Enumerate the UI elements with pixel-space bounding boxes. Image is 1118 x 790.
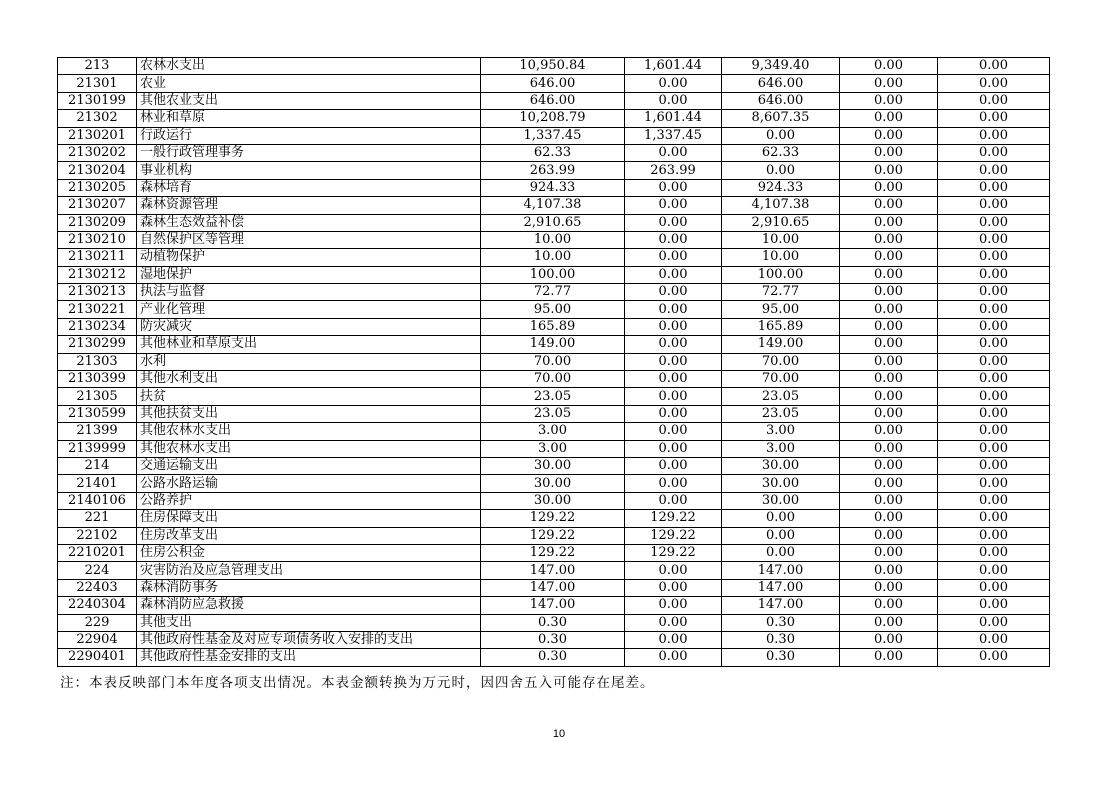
total-cell: 3.00 xyxy=(481,423,625,440)
project-expenditure-cell: 30.00 xyxy=(722,475,840,492)
other-expenditure-cell-1: 0.00 xyxy=(840,127,938,144)
basic-expenditure-cell: 0.00 xyxy=(625,318,722,335)
other-expenditure-cell-1: 0.00 xyxy=(840,371,938,388)
total-cell: 129.22 xyxy=(481,510,625,527)
project-expenditure-cell: 149.00 xyxy=(722,336,840,353)
other-expenditure-cell-1: 0.00 xyxy=(840,214,938,231)
other-expenditure-cell-2: 0.00 xyxy=(938,544,1050,561)
subject-name-cell: 其他政府性基金安排的支出 xyxy=(137,649,481,666)
project-expenditure-cell: 3.00 xyxy=(722,440,840,457)
total-cell: 2,910.65 xyxy=(481,214,625,231)
other-expenditure-cell-2: 0.00 xyxy=(938,388,1050,405)
other-expenditure-cell-2: 0.00 xyxy=(938,492,1050,509)
project-expenditure-cell: 23.05 xyxy=(722,388,840,405)
other-expenditure-cell-2: 0.00 xyxy=(938,75,1050,92)
project-expenditure-cell: 646.00 xyxy=(722,75,840,92)
other-expenditure-cell-2: 0.00 xyxy=(938,110,1050,127)
subject-code-cell: 2130210 xyxy=(58,231,137,248)
subject-code-cell: 21399 xyxy=(58,423,137,440)
other-expenditure-cell-2: 0.00 xyxy=(938,457,1050,474)
subject-name-cell: 农林水支出 xyxy=(137,58,481,75)
basic-expenditure-cell: 0.00 xyxy=(625,457,722,474)
basic-expenditure-cell: 0.00 xyxy=(625,475,722,492)
subject-code-cell: 2240304 xyxy=(58,597,137,614)
project-expenditure-cell: 0.00 xyxy=(722,162,840,179)
subject-name-cell: 森林消防应急救援 xyxy=(137,597,481,614)
other-expenditure-cell-1: 0.00 xyxy=(840,492,938,509)
other-expenditure-cell-2: 0.00 xyxy=(938,597,1050,614)
other-expenditure-cell-1: 0.00 xyxy=(840,144,938,161)
subject-name-cell: 执法与监督 xyxy=(137,284,481,301)
subject-code-cell: 21303 xyxy=(58,353,137,370)
basic-expenditure-cell: 0.00 xyxy=(625,631,722,648)
other-expenditure-cell-1: 0.00 xyxy=(840,579,938,596)
basic-expenditure-cell: 0.00 xyxy=(625,336,722,353)
project-expenditure-cell: 70.00 xyxy=(722,353,840,370)
subject-name-cell: 公路水路运输 xyxy=(137,475,481,492)
expenditure-table xyxy=(57,57,1050,667)
subject-code-cell: 221 xyxy=(58,510,137,527)
basic-expenditure-cell: 0.00 xyxy=(625,579,722,596)
other-expenditure-cell-2: 0.00 xyxy=(938,371,1050,388)
subject-name-cell: 其他支出 xyxy=(137,614,481,631)
other-expenditure-cell-1: 0.00 xyxy=(840,631,938,648)
subject-name-cell: 其他政府性基金及对应专项债务收入安排的支出 xyxy=(137,631,481,648)
project-expenditure-cell: 70.00 xyxy=(722,371,840,388)
total-cell: 30.00 xyxy=(481,457,625,474)
table-row xyxy=(58,249,1050,266)
subject-name-cell: 事业机构 xyxy=(137,162,481,179)
project-expenditure-cell: 10.00 xyxy=(722,231,840,248)
other-expenditure-cell-1: 0.00 xyxy=(840,614,938,631)
table-row xyxy=(58,475,1050,492)
total-cell: 70.00 xyxy=(481,353,625,370)
project-expenditure-cell: 0.00 xyxy=(722,527,840,544)
table-row xyxy=(58,318,1050,335)
subject-name-cell: 一般行政管理事务 xyxy=(137,144,481,161)
subject-code-cell: 2130234 xyxy=(58,318,137,335)
total-cell: 72.77 xyxy=(481,284,625,301)
other-expenditure-cell-1: 0.00 xyxy=(840,649,938,666)
subject-code-cell: 2140106 xyxy=(58,492,137,509)
table-row xyxy=(58,510,1050,527)
total-cell: 23.05 xyxy=(481,388,625,405)
subject-code-cell: 22904 xyxy=(58,631,137,648)
subject-code-cell: 21302 xyxy=(58,110,137,127)
basic-expenditure-cell: 0.00 xyxy=(625,266,722,283)
total-cell: 30.00 xyxy=(481,492,625,509)
total-cell: 129.22 xyxy=(481,544,625,561)
other-expenditure-cell-2: 0.00 xyxy=(938,475,1050,492)
other-expenditure-cell-1: 0.00 xyxy=(840,284,938,301)
table-row xyxy=(58,284,1050,301)
table-row xyxy=(58,231,1050,248)
other-expenditure-cell-1: 0.00 xyxy=(840,544,938,561)
subject-code-cell: 2130221 xyxy=(58,301,137,318)
basic-expenditure-cell: 1,601.44 xyxy=(625,110,722,127)
other-expenditure-cell-1: 0.00 xyxy=(840,510,938,527)
subject-code-cell: 2210201 xyxy=(58,544,137,561)
basic-expenditure-cell: 0.00 xyxy=(625,231,722,248)
subject-name-cell: 森林资源管理 xyxy=(137,197,481,214)
subject-name-cell: 灾害防治及应急管理支出 xyxy=(137,562,481,579)
other-expenditure-cell-1: 0.00 xyxy=(840,110,938,127)
other-expenditure-cell-1: 0.00 xyxy=(840,58,938,75)
table-row xyxy=(58,405,1050,422)
total-cell: 0.30 xyxy=(481,631,625,648)
subject-code-cell: 2130299 xyxy=(58,336,137,353)
total-cell: 129.22 xyxy=(481,527,625,544)
subject-name-cell: 行政运行 xyxy=(137,127,481,144)
basic-expenditure-cell: 0.00 xyxy=(625,405,722,422)
table-row xyxy=(58,371,1050,388)
subject-name-cell: 住房保障支出 xyxy=(137,510,481,527)
project-expenditure-cell: 8,607.35 xyxy=(722,110,840,127)
subject-name-cell: 其他农林水支出 xyxy=(137,423,481,440)
other-expenditure-cell-1: 0.00 xyxy=(840,527,938,544)
basic-expenditure-cell: 0.00 xyxy=(625,597,722,614)
other-expenditure-cell-1: 0.00 xyxy=(840,318,938,335)
subject-name-cell: 林业和草原 xyxy=(137,110,481,127)
basic-expenditure-cell: 0.00 xyxy=(625,92,722,109)
other-expenditure-cell-2: 0.00 xyxy=(938,284,1050,301)
table-row xyxy=(58,266,1050,283)
subject-code-cell: 2130207 xyxy=(58,197,137,214)
total-cell: 62.33 xyxy=(481,144,625,161)
table-row xyxy=(58,388,1050,405)
table-row xyxy=(58,492,1050,509)
table-row xyxy=(58,457,1050,474)
total-cell: 100.00 xyxy=(481,266,625,283)
total-cell: 23.05 xyxy=(481,405,625,422)
subject-code-cell: 2290401 xyxy=(58,649,137,666)
other-expenditure-cell-1: 0.00 xyxy=(840,75,938,92)
other-expenditure-cell-2: 0.00 xyxy=(938,423,1050,440)
other-expenditure-cell-2: 0.00 xyxy=(938,353,1050,370)
project-expenditure-cell: 924.33 xyxy=(722,179,840,196)
project-expenditure-cell: 100.00 xyxy=(722,266,840,283)
other-expenditure-cell-1: 0.00 xyxy=(840,405,938,422)
table-row xyxy=(58,214,1050,231)
table-row xyxy=(58,649,1050,666)
other-expenditure-cell-1: 0.00 xyxy=(840,301,938,318)
basic-expenditure-cell: 0.00 xyxy=(625,214,722,231)
table-row xyxy=(58,614,1050,631)
other-expenditure-cell-2: 0.00 xyxy=(938,440,1050,457)
project-expenditure-cell: 72.77 xyxy=(722,284,840,301)
table-row xyxy=(58,353,1050,370)
basic-expenditure-cell: 129.22 xyxy=(625,527,722,544)
other-expenditure-cell-1: 0.00 xyxy=(840,266,938,283)
project-expenditure-cell: 30.00 xyxy=(722,492,840,509)
basic-expenditure-cell: 0.00 xyxy=(625,353,722,370)
basic-expenditure-cell: 0.00 xyxy=(625,144,722,161)
other-expenditure-cell-1: 0.00 xyxy=(840,179,938,196)
project-expenditure-cell: 0.30 xyxy=(722,631,840,648)
basic-expenditure-cell: 0.00 xyxy=(625,492,722,509)
table-footnote: 注：本表反映部门本年度各项支出情况。本表金额转换为万元时，因四舍五入可能存在尾差。 xyxy=(60,675,655,691)
other-expenditure-cell-2: 0.00 xyxy=(938,301,1050,318)
basic-expenditure-cell: 0.00 xyxy=(625,197,722,214)
project-expenditure-cell: 646.00 xyxy=(722,92,840,109)
project-expenditure-cell: 0.00 xyxy=(722,544,840,561)
subject-name-cell: 森林培育 xyxy=(137,179,481,196)
table-row xyxy=(58,336,1050,353)
other-expenditure-cell-1: 0.00 xyxy=(840,92,938,109)
subject-name-cell: 农业 xyxy=(137,75,481,92)
table-body xyxy=(58,58,1050,667)
total-cell: 10.00 xyxy=(481,249,625,266)
subject-name-cell: 动植物保护 xyxy=(137,249,481,266)
subject-code-cell: 2130213 xyxy=(58,284,137,301)
other-expenditure-cell-2: 0.00 xyxy=(938,162,1050,179)
other-expenditure-cell-2: 0.00 xyxy=(938,336,1050,353)
other-expenditure-cell-2: 0.00 xyxy=(938,266,1050,283)
other-expenditure-cell-2: 0.00 xyxy=(938,214,1050,231)
other-expenditure-cell-1: 0.00 xyxy=(840,336,938,353)
subject-code-cell: 2130199 xyxy=(58,92,137,109)
subject-code-cell: 2130204 xyxy=(58,162,137,179)
other-expenditure-cell-1: 0.00 xyxy=(840,440,938,457)
project-expenditure-cell: 147.00 xyxy=(722,562,840,579)
basic-expenditure-cell: 0.00 xyxy=(625,562,722,579)
basic-expenditure-cell: 0.00 xyxy=(625,423,722,440)
basic-expenditure-cell: 0.00 xyxy=(625,388,722,405)
subject-code-cell: 213 xyxy=(58,58,137,75)
project-expenditure-cell: 30.00 xyxy=(722,457,840,474)
total-cell: 147.00 xyxy=(481,579,625,596)
basic-expenditure-cell: 263.99 xyxy=(625,162,722,179)
subject-code-cell: 22403 xyxy=(58,579,137,596)
total-cell: 4,107.38 xyxy=(481,197,625,214)
total-cell: 147.00 xyxy=(481,597,625,614)
table-row xyxy=(58,197,1050,214)
other-expenditure-cell-1: 0.00 xyxy=(840,249,938,266)
table-row xyxy=(58,597,1050,614)
subject-code-cell: 214 xyxy=(58,457,137,474)
other-expenditure-cell-2: 0.00 xyxy=(938,197,1050,214)
project-expenditure-cell: 62.33 xyxy=(722,144,840,161)
subject-code-cell: 21305 xyxy=(58,388,137,405)
basic-expenditure-cell: 129.22 xyxy=(625,544,722,561)
subject-code-cell: 224 xyxy=(58,562,137,579)
total-cell: 646.00 xyxy=(481,75,625,92)
project-expenditure-cell: 165.89 xyxy=(722,318,840,335)
table-row xyxy=(58,144,1050,161)
table-row xyxy=(58,527,1050,544)
basic-expenditure-cell: 0.00 xyxy=(625,371,722,388)
subject-name-cell: 产业化管理 xyxy=(137,301,481,318)
other-expenditure-cell-2: 0.00 xyxy=(938,249,1050,266)
other-expenditure-cell-2: 0.00 xyxy=(938,231,1050,248)
subject-name-cell: 防灾减灾 xyxy=(137,318,481,335)
subject-name-cell: 住房公积金 xyxy=(137,544,481,561)
other-expenditure-cell-2: 0.00 xyxy=(938,127,1050,144)
table-row xyxy=(58,110,1050,127)
basic-expenditure-cell: 0.00 xyxy=(625,301,722,318)
project-expenditure-cell: 2,910.65 xyxy=(722,214,840,231)
basic-expenditure-cell: 0.00 xyxy=(625,614,722,631)
other-expenditure-cell-1: 0.00 xyxy=(840,231,938,248)
total-cell: 149.00 xyxy=(481,336,625,353)
basic-expenditure-cell: 0.00 xyxy=(625,440,722,457)
total-cell: 0.30 xyxy=(481,649,625,666)
table-row xyxy=(58,301,1050,318)
subject-code-cell: 21401 xyxy=(58,475,137,492)
basic-expenditure-cell: 0.00 xyxy=(625,284,722,301)
project-expenditure-cell: 23.05 xyxy=(722,405,840,422)
project-expenditure-cell: 147.00 xyxy=(722,597,840,614)
other-expenditure-cell-1: 0.00 xyxy=(840,597,938,614)
other-expenditure-cell-2: 0.00 xyxy=(938,614,1050,631)
table-row xyxy=(58,440,1050,457)
table-row xyxy=(58,92,1050,109)
subject-name-cell: 自然保护区等管理 xyxy=(137,231,481,248)
other-expenditure-cell-1: 0.00 xyxy=(840,162,938,179)
subject-name-cell: 其他扶贫支出 xyxy=(137,405,481,422)
table-row xyxy=(58,423,1050,440)
total-cell: 0.30 xyxy=(481,614,625,631)
other-expenditure-cell-2: 0.00 xyxy=(938,179,1050,196)
other-expenditure-cell-2: 0.00 xyxy=(938,562,1050,579)
other-expenditure-cell-2: 0.00 xyxy=(938,405,1050,422)
other-expenditure-cell-2: 0.00 xyxy=(938,527,1050,544)
other-expenditure-cell-2: 0.00 xyxy=(938,318,1050,335)
other-expenditure-cell-1: 0.00 xyxy=(840,388,938,405)
subject-code-cell: 2130205 xyxy=(58,179,137,196)
subject-name-cell: 公路养护 xyxy=(137,492,481,509)
project-expenditure-cell: 0.30 xyxy=(722,649,840,666)
subject-name-cell: 森林消防事务 xyxy=(137,579,481,596)
subject-name-cell: 森林生态效益补偿 xyxy=(137,214,481,231)
total-cell: 95.00 xyxy=(481,301,625,318)
subject-code-cell: 2130599 xyxy=(58,405,137,422)
basic-expenditure-cell: 0.00 xyxy=(625,649,722,666)
subject-code-cell: 2139999 xyxy=(58,440,137,457)
total-cell: 147.00 xyxy=(481,562,625,579)
basic-expenditure-cell: 1,337.45 xyxy=(625,127,722,144)
other-expenditure-cell-2: 0.00 xyxy=(938,510,1050,527)
project-expenditure-cell: 4,107.38 xyxy=(722,197,840,214)
other-expenditure-cell-2: 0.00 xyxy=(938,631,1050,648)
total-cell: 3.00 xyxy=(481,440,625,457)
basic-expenditure-cell: 0.00 xyxy=(625,75,722,92)
project-expenditure-cell: 0.00 xyxy=(722,127,840,144)
project-expenditure-cell: 9,349.40 xyxy=(722,58,840,75)
basic-expenditure-cell: 0.00 xyxy=(625,179,722,196)
table-row xyxy=(58,631,1050,648)
subject-code-cell: 2130201 xyxy=(58,127,137,144)
total-cell: 1,337.45 xyxy=(481,127,625,144)
basic-expenditure-cell: 0.00 xyxy=(625,249,722,266)
other-expenditure-cell-1: 0.00 xyxy=(840,353,938,370)
project-expenditure-cell: 0.30 xyxy=(722,614,840,631)
basic-expenditure-cell: 1,601.44 xyxy=(625,58,722,75)
subject-code-cell: 2130202 xyxy=(58,144,137,161)
subject-code-cell: 229 xyxy=(58,614,137,631)
subject-name-cell: 扶贫 xyxy=(137,388,481,405)
other-expenditure-cell-1: 0.00 xyxy=(840,197,938,214)
subject-code-cell: 2130209 xyxy=(58,214,137,231)
total-cell: 924.33 xyxy=(481,179,625,196)
project-expenditure-cell: 10.00 xyxy=(722,249,840,266)
subject-name-cell: 其他农业支出 xyxy=(137,92,481,109)
subject-name-cell: 其他农林水支出 xyxy=(137,440,481,457)
subject-code-cell: 22102 xyxy=(58,527,137,544)
project-expenditure-cell: 0.00 xyxy=(722,510,840,527)
other-expenditure-cell-1: 0.00 xyxy=(840,457,938,474)
total-cell: 70.00 xyxy=(481,371,625,388)
project-expenditure-cell: 147.00 xyxy=(722,579,840,596)
subject-name-cell: 交通运输支出 xyxy=(137,457,481,474)
other-expenditure-cell-1: 0.00 xyxy=(840,423,938,440)
table-row xyxy=(58,562,1050,579)
other-expenditure-cell-2: 0.00 xyxy=(938,649,1050,666)
other-expenditure-cell-2: 0.00 xyxy=(938,579,1050,596)
other-expenditure-cell-2: 0.00 xyxy=(938,144,1050,161)
total-cell: 263.99 xyxy=(481,162,625,179)
table-row xyxy=(58,162,1050,179)
total-cell: 646.00 xyxy=(481,92,625,109)
subject-name-cell: 其他林业和草原支出 xyxy=(137,336,481,353)
subject-code-cell: 2130212 xyxy=(58,266,137,283)
total-cell: 10,208.79 xyxy=(481,110,625,127)
table-row xyxy=(58,75,1050,92)
total-cell: 165.89 xyxy=(481,318,625,335)
subject-name-cell: 湿地保护 xyxy=(137,266,481,283)
table-row xyxy=(58,58,1050,75)
page-number: 10 xyxy=(552,728,566,740)
other-expenditure-cell-2: 0.00 xyxy=(938,58,1050,75)
subject-code-cell: 2130399 xyxy=(58,371,137,388)
project-expenditure-cell: 95.00 xyxy=(722,301,840,318)
total-cell: 10,950.84 xyxy=(481,58,625,75)
subject-name-cell: 其他水利支出 xyxy=(137,371,481,388)
total-cell: 30.00 xyxy=(481,475,625,492)
other-expenditure-cell-1: 0.00 xyxy=(840,475,938,492)
project-expenditure-cell: 3.00 xyxy=(722,423,840,440)
total-cell: 10.00 xyxy=(481,231,625,248)
table-row xyxy=(58,579,1050,596)
subject-code-cell: 21301 xyxy=(58,75,137,92)
subject-code-cell: 2130211 xyxy=(58,249,137,266)
other-expenditure-cell-2: 0.00 xyxy=(938,92,1050,109)
table-row xyxy=(58,127,1050,144)
subject-name-cell: 住房改革支出 xyxy=(137,527,481,544)
subject-name-cell: 水利 xyxy=(137,353,481,370)
table-row xyxy=(58,179,1050,196)
basic-expenditure-cell: 129.22 xyxy=(625,510,722,527)
other-expenditure-cell-1: 0.00 xyxy=(840,562,938,579)
table-row xyxy=(58,544,1050,561)
